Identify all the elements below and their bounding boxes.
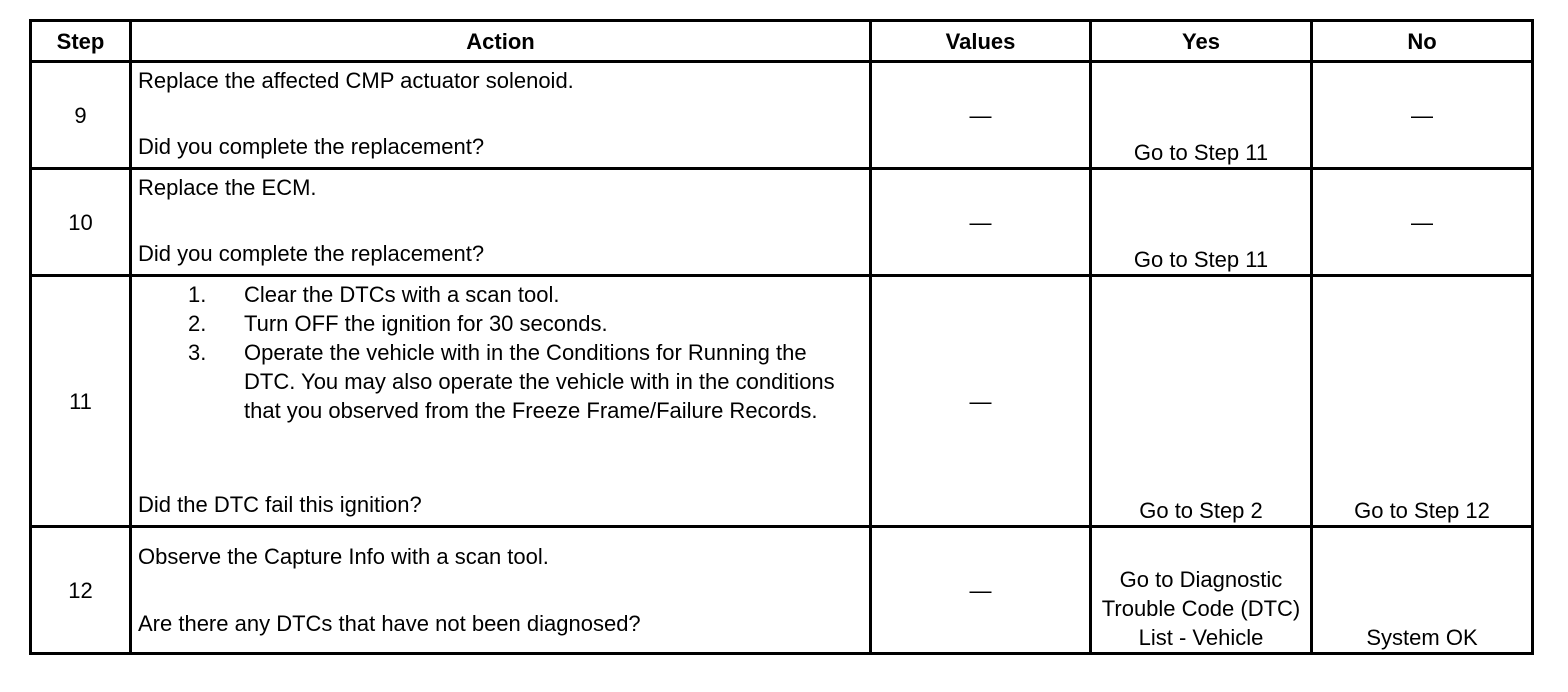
values-cell: — — [871, 169, 1091, 276]
table-row — [31, 276, 1533, 527]
list-item-text: Operate the vehicle with in the Conditions for Running the DTC. You may also operate the vehicle with in the conditions that you observed from the Freeze Frame/Failure Records. — [244, 340, 835, 423]
table-row — [31, 62, 1533, 169]
no-cell: — — [1312, 62, 1533, 169]
list-item-text: Clear the DTCs with a scan tool. — [244, 282, 560, 307]
yes-cell: Go to Step 11 — [1091, 169, 1312, 276]
action-question: Did the DTC fail this ignition? — [138, 492, 422, 517]
list-item-text: Turn OFF the ignition for 30 seconds. — [244, 311, 608, 336]
header-yes: Yes — [1091, 21, 1312, 62]
yes-cell: Go to Step 2 — [1091, 276, 1312, 527]
header-no: No — [1312, 21, 1533, 62]
step-number: 9 — [31, 62, 131, 169]
values-cell: — — [871, 62, 1091, 169]
header-action: Action — [131, 21, 871, 62]
diagnostic-table — [29, 19, 1534, 655]
list-item-number: 3. — [188, 340, 207, 365]
list-item — [138, 338, 863, 425]
yes-cell: Go to Step 11 — [1091, 62, 1312, 169]
action-steps-list — [138, 280, 863, 425]
action-cell — [131, 169, 871, 276]
step-number: 12 — [31, 527, 131, 654]
no-cell: System OK — [1312, 527, 1533, 654]
list-item-number: 1. — [188, 282, 207, 307]
header-values: Values — [871, 21, 1091, 62]
action-cell — [131, 527, 871, 654]
step-number: 11 — [31, 276, 131, 527]
action-instruction: Replace the ECM. — [138, 175, 317, 200]
list-item — [138, 309, 863, 338]
action-question: Did you complete the replacement? — [138, 241, 485, 266]
table-row — [31, 527, 1533, 654]
values-cell: — — [871, 276, 1091, 527]
no-cell: Go to Step 12 — [1312, 276, 1533, 527]
action-cell — [131, 276, 871, 527]
values-cell: — — [871, 527, 1091, 654]
list-item-number: 2. — [188, 311, 207, 336]
action-instruction: Replace the affected CMP actuator solenoid. — [138, 68, 574, 93]
action-question: Did you complete the replacement? — [138, 134, 485, 159]
action-question: Are there any DTCs that have not been diagnosed? — [138, 611, 641, 636]
action-instruction: Observe the Capture Info with a scan tool. — [138, 544, 549, 569]
step-number: 10 — [31, 169, 131, 276]
table-row — [31, 169, 1533, 276]
action-cell — [131, 62, 871, 169]
yes-cell: Go to Diagnostic Trouble Code (DTC) List - Vehicle — [1091, 527, 1312, 654]
header-step: Step — [31, 21, 131, 62]
list-item — [138, 280, 863, 309]
header-row — [31, 21, 1533, 62]
no-cell: — — [1312, 169, 1533, 276]
